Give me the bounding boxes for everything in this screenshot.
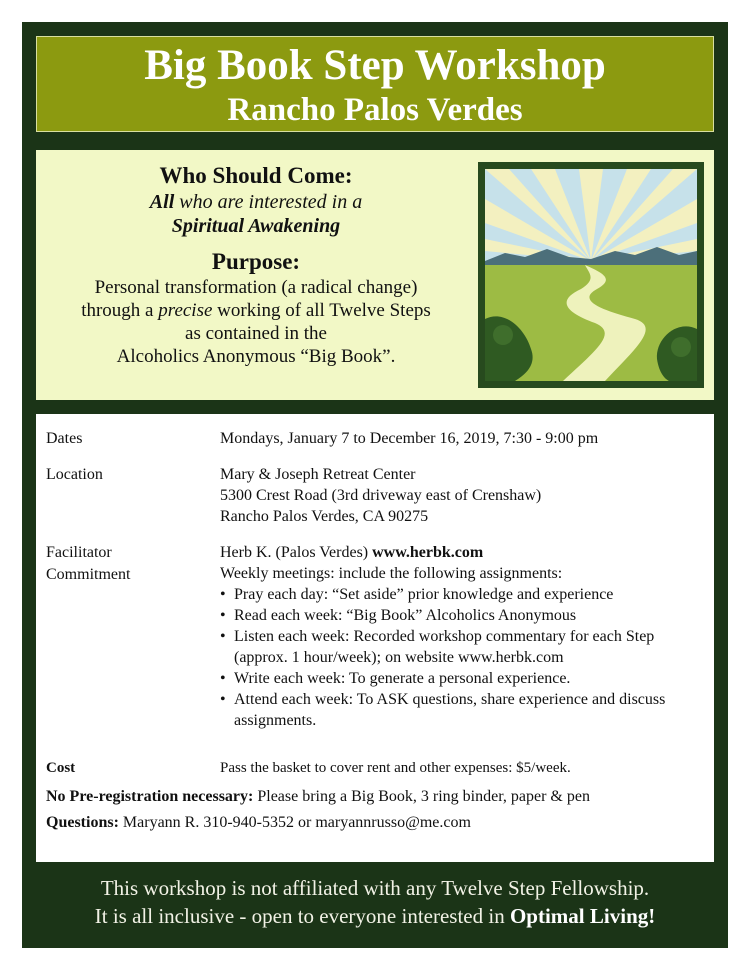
dates-value: Mondays, January 7 to December 16, 2019, 7:30 - 9:00 pm bbox=[220, 430, 599, 447]
footer-line-1: This workshop is not affiliated with any Twelve Step Fellowship. bbox=[100, 876, 650, 900]
assignment-item: • Read each week: “Big Book” Alcoholics Anonymous bbox=[220, 605, 710, 626]
details-panel bbox=[36, 414, 714, 862]
purpose-line-4: Alcoholics Anonymous “Big Book”. bbox=[116, 346, 396, 367]
assignment-list bbox=[220, 584, 710, 731]
who-line-1-bold: All bbox=[149, 191, 175, 213]
sunrise-path-icon bbox=[485, 169, 697, 381]
who-heading: Who Should Come: bbox=[159, 163, 353, 188]
facilitator-value bbox=[220, 542, 710, 731]
assignment-item: • Write each week: To generate a personal experience. bbox=[220, 668, 710, 689]
commitment-intro: Weekly meetings: include the following assignments: bbox=[220, 565, 563, 582]
sunrise-path-illustration bbox=[478, 162, 704, 388]
questions-line bbox=[46, 812, 706, 833]
purpose-heading: Purpose: bbox=[211, 249, 301, 274]
who-line-1 bbox=[36, 190, 476, 214]
location-label: Location bbox=[46, 466, 103, 483]
page-subtitle: Rancho Palos Verdes bbox=[227, 92, 523, 128]
assignment-item: • Pray each day: “Set aside” prior knowledge and experience bbox=[220, 584, 710, 605]
dates-label: Dates bbox=[46, 430, 83, 447]
commitment-label: Commitment bbox=[46, 566, 131, 583]
who-line-2: Spiritual Awakening bbox=[171, 215, 341, 237]
header-banner bbox=[36, 36, 714, 132]
location-value bbox=[220, 464, 710, 527]
who-line-1-rest: who are interested in a bbox=[174, 191, 363, 213]
purpose-line-2-post: working of all Twelve Steps bbox=[212, 300, 431, 321]
no-preregistration-line bbox=[46, 786, 706, 807]
questions-value: Maryann R. 310-940-5352 or maryannrusso@me.com bbox=[118, 814, 471, 831]
facilitator-website-link[interactable]: www.herbk.com bbox=[372, 544, 484, 561]
purpose-line-2 bbox=[36, 299, 476, 322]
location-line-3: Rancho Palos Verdes, CA 90275 bbox=[220, 508, 429, 525]
footer-line-2-bold: Optimal Living! bbox=[509, 904, 656, 928]
purpose-line-3: as contained in the bbox=[185, 323, 327, 344]
facilitator-name: Herb K. (Palos Verdes) bbox=[220, 544, 373, 561]
no-preregistration-label: No Pre-registration necessary: bbox=[46, 788, 254, 805]
purpose-line-1: Personal transformation (a radical change) bbox=[94, 277, 418, 298]
questions-label: Questions: bbox=[46, 814, 119, 831]
cost-label: Cost bbox=[46, 760, 76, 776]
facilitator-line bbox=[220, 542, 710, 563]
intro-text bbox=[36, 162, 476, 368]
intro-panel bbox=[36, 150, 714, 400]
location-line-2: 5300 Crest Road (3rd driveway east of Crenshaw) bbox=[220, 487, 542, 504]
facilitator-label: Facilitator bbox=[46, 544, 112, 561]
page-title: Big Book Step Workshop bbox=[144, 42, 606, 89]
purpose-line-2-pre: through a bbox=[81, 300, 159, 321]
assignment-item: • Listen each week: Recorded workshop commentary for each Step (approx. 1 hour/week); on website www.herbk.com bbox=[220, 626, 710, 668]
purpose-line-2-em: precise bbox=[158, 300, 213, 321]
location-line-1: Mary & Joseph Retreat Center bbox=[220, 466, 416, 483]
assignment-item: • Attend each week: To ASK questions, share experience and discuss assignments. bbox=[220, 689, 710, 731]
footer-line-2 bbox=[36, 902, 714, 930]
cost-value: Pass the basket to cover rent and other expenses: $5/week. bbox=[220, 760, 571, 776]
no-preregistration-value: Please bring a Big Book, 3 ring binder, paper & pen bbox=[253, 788, 590, 805]
footer-banner bbox=[36, 874, 714, 938]
footer-line-2-text: It is all inclusive - open to everyone interested in bbox=[94, 904, 510, 928]
